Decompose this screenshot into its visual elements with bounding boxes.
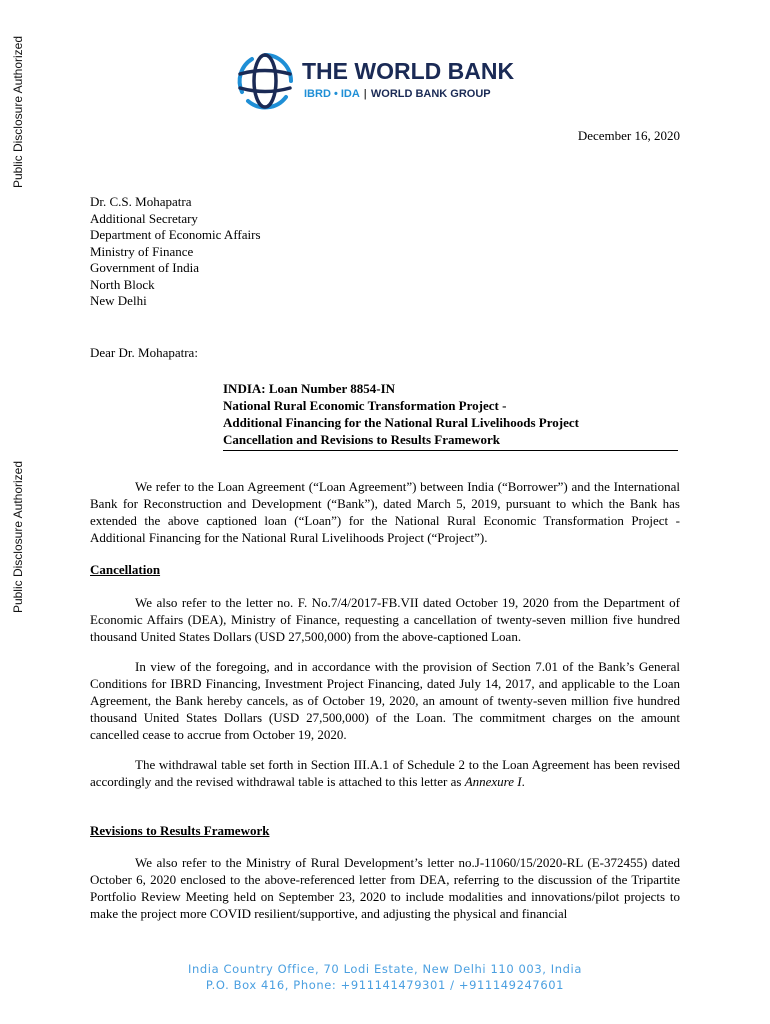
heading-text: Revisions to Results Framework <box>90 823 270 838</box>
ibrd-ida-text: IBRD • IDA <box>304 88 360 100</box>
paragraph-text <box>90 756 680 790</box>
address-line: Ministry of Finance <box>90 243 194 259</box>
address-line: North Block <box>90 276 155 292</box>
paragraph-end-text: . <box>521 774 525 789</box>
footer-contact: P.O. Box 416, Phone: +911141479301 / +911149247601 <box>205 978 565 992</box>
section-heading-cancellation <box>90 561 680 578</box>
address-line: Dr. C.S. Mohapatra <box>90 194 192 209</box>
subject-line: Additional Financing for the National Rural Livelihoods Project <box>223 415 579 430</box>
paragraph-main-text: The withdrawal table set forth in Section III.A.1 of Schedule 2 to the Loan Agreement has been revised accordingly and the revised withdrawal table is attached to this letter as <box>90 757 680 789</box>
paragraph-text: We also refer to the Ministry of Rural Development’s letter no.J-11060/15/2020-RL (E-372455) dated October 6, 2020 enclosed to the above-referenced letter from DEA, referring to the discussion of the Tripartite Portfolio Review Meeting held on September 23, 2020 to include modalities and innovations/pilot projects to make the project more COVID resilient/supportive, and adjusting the physical and financial <box>90 855 680 921</box>
address-line: Department of Economic Affairs <box>90 227 261 242</box>
section-heading-revisions <box>90 822 680 839</box>
address-line: New Delhi <box>90 293 147 308</box>
disclosure-label-middle: Public Disclosure Authorized <box>11 460 25 614</box>
annexure-reference: Annexure I <box>464 774 522 789</box>
address-line: Government of India <box>90 260 200 275</box>
disclosure-label-top: Public Disclosure Authorized <box>11 35 25 189</box>
paragraph-text: We refer to the Loan Agreement (“Loan Agreement”) between India (“Borrower”) and the International Bank for Reconstruction and Development (“Bank”), dated March 5, 2019, pursuant to which the Bank has extended the above captioned loan (“Loan”) for the National Rural Economic Transformation Project - Additional Financing for the National Rural Livelihoods Project (“Project”). <box>90 479 680 545</box>
letter-date: December 16, 2020 <box>577 128 680 143</box>
paragraph-text: In view of the foregoing, and in accordance with the provision of Section 7.01 of the Bank’s General Conditions for IBRD Financing, Investment Project Financing, dated July 14, 2017, and applicable to the Loan Agreement, the Bank hereby cancels, as of October 19, 2020, an amount of twenty-seven million five hundred thousand United States Dollars (USD 27,500,000) of the Loan. The commitment charges on the amount cancelled cease to accrue from October 19, 2020. <box>90 659 680 742</box>
paragraph-withdrawal-table <box>90 756 680 790</box>
brand-separator: | <box>363 88 367 100</box>
brand-subtitle <box>304 88 491 100</box>
paragraph-text: We also refer to the letter no. F. No.7/4/2017-FB.VII dated October 19, 2020 from the Department of Economic Affairs (DEA), Ministry of Finance, requesting a cancellation of twenty-seven million five hundred thousand United States Dollars (USD 27,500,000) from the above-captioned Loan. <box>90 595 680 644</box>
heading-text: Cancellation <box>90 562 161 577</box>
brand-name: THE WORLD BANK <box>302 58 515 84</box>
subject-line: National Rural Economic Transformation Project - <box>223 398 507 413</box>
paragraph-rural-development-letter <box>90 854 680 922</box>
subject-block <box>223 380 678 451</box>
globe-icon <box>234 50 296 112</box>
recipient-address <box>90 194 261 310</box>
paragraph-loan-agreement <box>90 478 680 546</box>
subject-line: Cancellation and Revisions to Results Framework <box>223 432 500 447</box>
salutation: Dear Dr. Mohapatra: <box>90 345 198 360</box>
address-line: Additional Secretary <box>90 210 198 226</box>
world-bank-logo <box>234 48 534 114</box>
paragraph-cancellation-provision <box>90 658 680 743</box>
paragraph-dea-letter <box>90 594 680 645</box>
world-bank-group-text: WORLD BANK GROUP <box>370 88 491 100</box>
footer-address: India Country Office, 70 Lodi Estate, New Delhi 110 003, India <box>188 962 582 976</box>
subject-line: INDIA: Loan Number 8854-IN <box>223 381 396 396</box>
